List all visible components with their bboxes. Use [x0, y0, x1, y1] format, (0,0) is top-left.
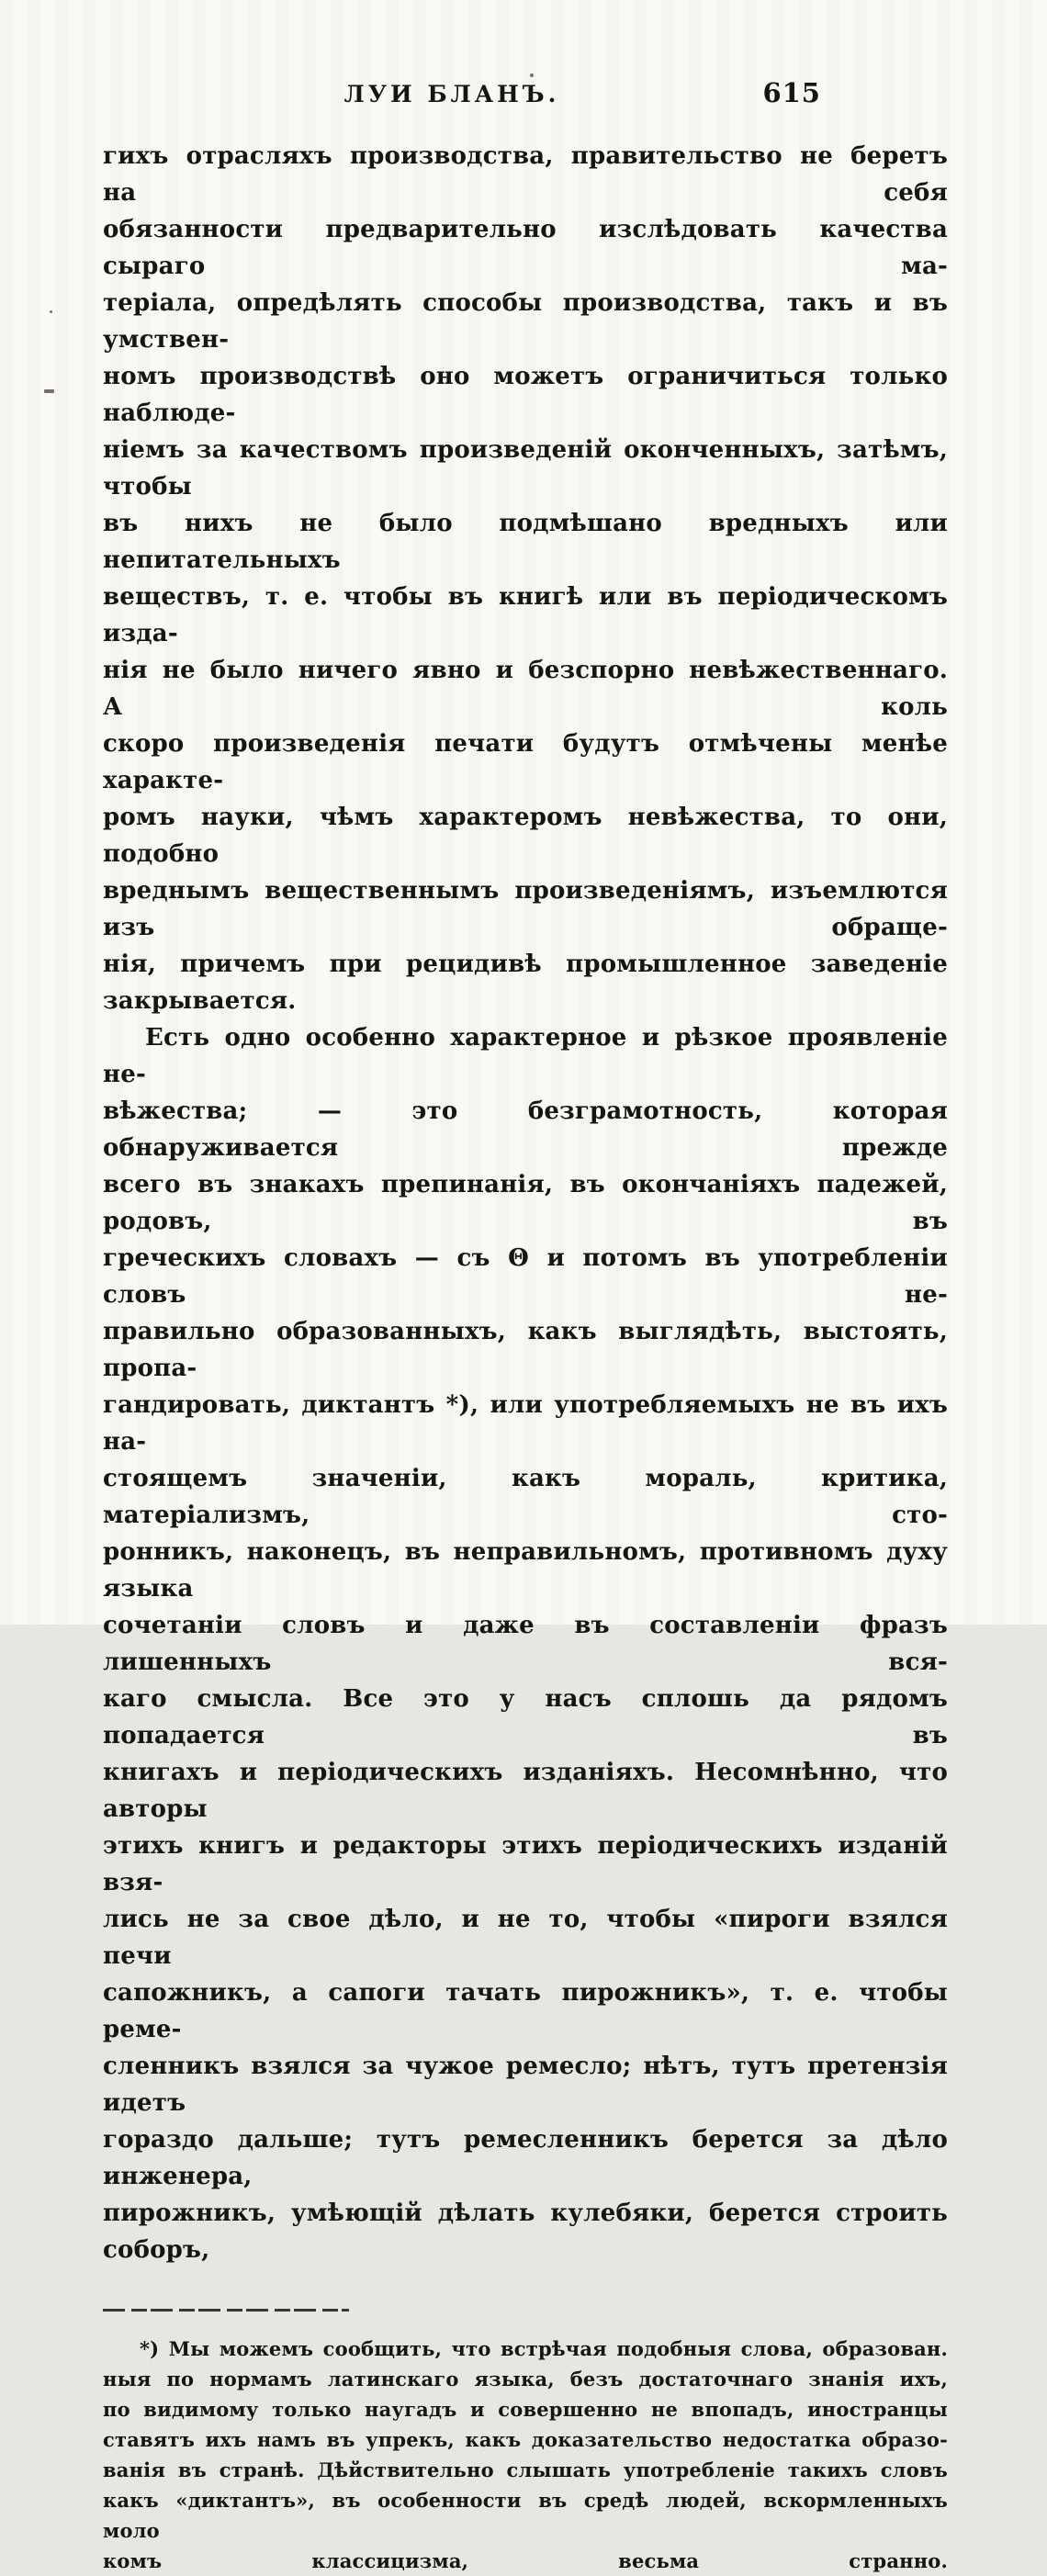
text-line: лись не за свое дѣло, и не то, чтобы «пироги взялся печи	[103, 1906, 948, 1970]
footnote-line: ныя по нормамъ латинскаго языка, безъ достаточнаго знанія ихъ,	[103, 2368, 948, 2390]
text-line: теріала, опредѣлять способы производства, такъ и въ умствен-	[103, 289, 948, 354]
text-line: обязанности предварительно изслѣдовать качества сыраго ма-	[103, 216, 948, 280]
footnote-separator	[103, 2309, 349, 2312]
text-line: гораздо дальше; тутъ ремесленникъ берется за дѣло инженера,	[103, 2126, 948, 2190]
footnote-line: *) Мы можемъ сообщить, что встрѣчая подобныя слова, образован.	[140, 2337, 948, 2360]
footnote	[103, 2334, 948, 2576]
footnote-line: ванія въ странѣ. Дѣйствительно слышать употребленіе такихъ словъ	[103, 2458, 948, 2481]
text-line: сленникъ взялся за чужое ремесло; нѣтъ, тутъ претензія идетъ	[103, 2053, 948, 2117]
text-line: ронникъ, наконецъ, въ неправильномъ, противномъ духу языка	[103, 1538, 948, 1603]
text-line: всего въ знакахъ препинанія, въ окончаніяхъ падежей, родовъ, въ	[103, 1171, 948, 1235]
text-line: скоро произведенія печати будутъ отмѣчены менѣе характе-	[103, 730, 948, 794]
text-line: въ нихъ не было подмѣшано вредныхъ или непитательныхъ	[103, 510, 948, 574]
running-head	[103, 77, 948, 112]
text-line: пирожникъ, умѣющій дѣлать кулебяки, берется строить соборъ,	[103, 2199, 948, 2264]
text-line: книгахъ и періодическихъ изданіяхъ. Несомнѣнно, что авторы	[103, 1759, 948, 1823]
text-line: этихъ книгъ и редакторы этихъ періодическихъ изданій взя-	[103, 1832, 948, 1896]
chapter-title: ЛУИ БЛАНЪ.	[343, 81, 560, 107]
text-line: Есть одно особенно характерное и рѣзкое проявленіе не-	[103, 1024, 948, 1088]
text-line: веществъ, т. е. чтобы въ книгѣ или въ періодическомъ изда-	[103, 583, 948, 647]
paragraph	[103, 138, 948, 1019]
text-line: правильно образованныхъ, какъ выглядѣть, выстоять, пропа-	[103, 1318, 948, 1382]
text-line: сапожникъ, а сапоги тачать пирожникъ», т. е. чтобы реме-	[103, 1979, 948, 2043]
text-line: вреднымъ вещественнымъ произведеніямъ, изъемлются изъ обраще-	[103, 877, 948, 941]
main-text	[103, 138, 948, 2268]
text-line: ромъ науки, чѣмъ характеромъ невѣжества, то они, подобно	[103, 804, 948, 868]
scan-speck	[50, 310, 52, 313]
text-line: каго смысла. Все это у насъ сплошь да рядомъ попадается въ	[103, 1685, 948, 1749]
text-line: гандировать, диктантъ *), или употребляемыхъ не въ ихъ на-	[103, 1391, 948, 1456]
scan-speck	[44, 389, 54, 393]
text-line: нія не было ничего явно и безспорно невѣжественнаго. А коль	[103, 657, 948, 721]
footnote-line: комъ классицизма, весьма странно.	[103, 2549, 948, 2572]
text-line: вѣжества; — это безграмотность, которая обнаруживается прежде	[103, 1097, 948, 1162]
paragraph	[103, 1019, 948, 2268]
footnote-line: ставятъ ихъ намъ въ упрекъ, какъ доказательство недостатка образо-	[103, 2428, 948, 2451]
footnote-line: по видимому только наугадъ и совершенно не впопадъ, иностранцы	[103, 2398, 948, 2421]
text-line: ніемъ за качествомъ произведеній оконченныхъ, затѣмъ, чтобы	[103, 436, 948, 501]
text-line: гихъ отрасляхъ производства, правительство не беретъ на себя	[103, 142, 948, 207]
text-line: номъ производствѣ оно можетъ ограничиться только наблюде-	[103, 363, 948, 427]
text-line: греческихъ словахъ — съ Θ и потомъ въ употребленіи словъ не-	[103, 1244, 948, 1309]
footnote-line: какъ «диктантъ», въ особенности въ средѣ людей, вскормленныхъ моло	[103, 2489, 948, 2542]
page-number: 615	[762, 77, 821, 108]
text-line: нія, причемъ при рецидивѣ промышленное заведеніе закрывается.	[103, 951, 948, 1015]
text-line: сочетаніи словъ и даже въ составленіи фразъ лишенныхъ вся-	[103, 1612, 948, 1676]
text-line: стоящемъ значеніи, какъ мораль, критика, матеріализмъ, сто-	[103, 1465, 948, 1529]
